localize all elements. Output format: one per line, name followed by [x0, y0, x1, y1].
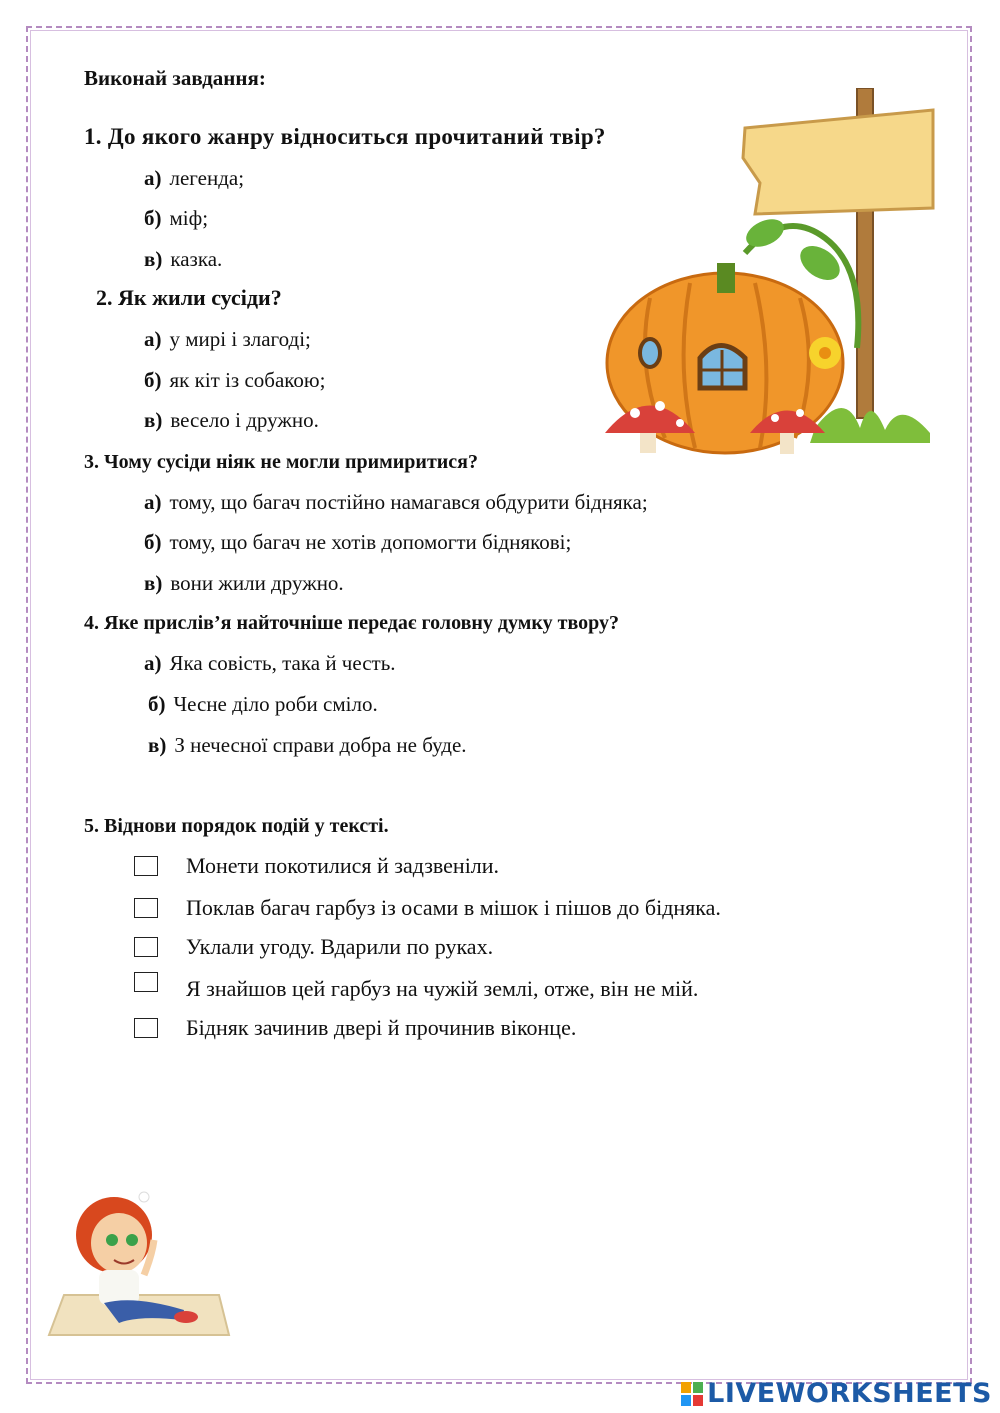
- order-checkbox[interactable]: [134, 856, 158, 876]
- order-item-3: [134, 934, 494, 959]
- order-item-4: [134, 972, 699, 1001]
- option-letter: а): [144, 166, 162, 190]
- logo-icon: [681, 1382, 703, 1406]
- liveworksheets-logo: [681, 1378, 992, 1409]
- option-2b[interactable]: [144, 368, 325, 393]
- option-3c[interactable]: [144, 571, 344, 596]
- page-heading: Виконай завдання:: [84, 66, 266, 90]
- logo-text: LIVEWORKSHEETS: [707, 1378, 992, 1409]
- question-5: 5. Віднови порядок подій у тексті.: [84, 815, 389, 837]
- option-2c[interactable]: [144, 408, 319, 433]
- option-letter: б): [144, 368, 162, 392]
- order-item-1: [134, 853, 500, 878]
- option-letter: а): [144, 490, 162, 514]
- option-1a[interactable]: [144, 166, 244, 191]
- order-item-text: Уклали угоду. Вдарили по руках.: [186, 934, 494, 959]
- option-text: тому, що багач постійно намагався обдурити бідняка;: [169, 490, 648, 514]
- option-text: у мирі і злагоді;: [169, 327, 311, 351]
- option-letter: б): [144, 530, 162, 554]
- question-2: 2. Як жили сусіди?: [96, 285, 282, 310]
- option-letter: в): [144, 247, 163, 271]
- question-4: 4. Яке прислів’я найточніше передає головну думку твору?: [84, 612, 619, 634]
- order-item-text: Бідняк зачинив двері й прочинив віконце.: [186, 1015, 577, 1040]
- option-letter: в): [144, 408, 163, 432]
- order-item-text: Монети покотилися й задзвеніли.: [186, 853, 500, 878]
- option-text: міф;: [169, 206, 209, 230]
- order-checkbox[interactable]: [134, 972, 158, 992]
- option-4c[interactable]: [148, 733, 467, 758]
- option-1c[interactable]: [144, 247, 222, 272]
- question-1: 1. До якого жанру відноситься прочитаний твір?: [84, 124, 606, 149]
- option-3b[interactable]: [144, 530, 571, 555]
- option-2a[interactable]: [144, 327, 311, 352]
- option-letter: б): [144, 206, 162, 230]
- option-text: Чесне діло роби сміло.: [173, 692, 378, 716]
- option-letter: б): [148, 692, 166, 716]
- option-3a[interactable]: [144, 490, 648, 515]
- option-text: З нечесної справи добра не буде.: [174, 733, 467, 757]
- option-text: казка.: [170, 247, 223, 271]
- option-4a[interactable]: [144, 651, 396, 676]
- order-checkbox[interactable]: [134, 898, 158, 918]
- question-3: 3. Чому сусіди ніяк не могли примиритися?: [84, 451, 478, 473]
- pumpkin-house-illustration: [595, 88, 935, 468]
- boy-illustration: [44, 1185, 234, 1340]
- order-item-5: [134, 1015, 577, 1040]
- option-text: як кіт із собакою;: [169, 368, 326, 392]
- option-letter: а): [144, 651, 162, 675]
- option-text: легенда;: [169, 166, 245, 190]
- order-checkbox[interactable]: [134, 937, 158, 957]
- option-letter: а): [144, 327, 162, 351]
- order-item-2: [134, 895, 721, 920]
- option-letter: в): [148, 733, 167, 757]
- option-4b[interactable]: [148, 692, 378, 717]
- order-item-text: Поклав багач гарбуз із осами в мішок і пішов до бідняка.: [186, 895, 721, 920]
- option-1b[interactable]: [144, 206, 208, 231]
- order-checkbox[interactable]: [134, 1018, 158, 1038]
- option-text: весело і дружно.: [170, 408, 319, 432]
- order-item-text: Я знайшов цей гарбуз на чужій землі, отже, він не мій.: [186, 976, 699, 1001]
- option-text: Яка совість, така й честь.: [169, 651, 396, 675]
- option-text: тому, що багач не хотів допомогти біднякові;: [169, 530, 572, 554]
- option-letter: в): [144, 571, 163, 595]
- option-text: вони жили дружно.: [170, 571, 344, 595]
